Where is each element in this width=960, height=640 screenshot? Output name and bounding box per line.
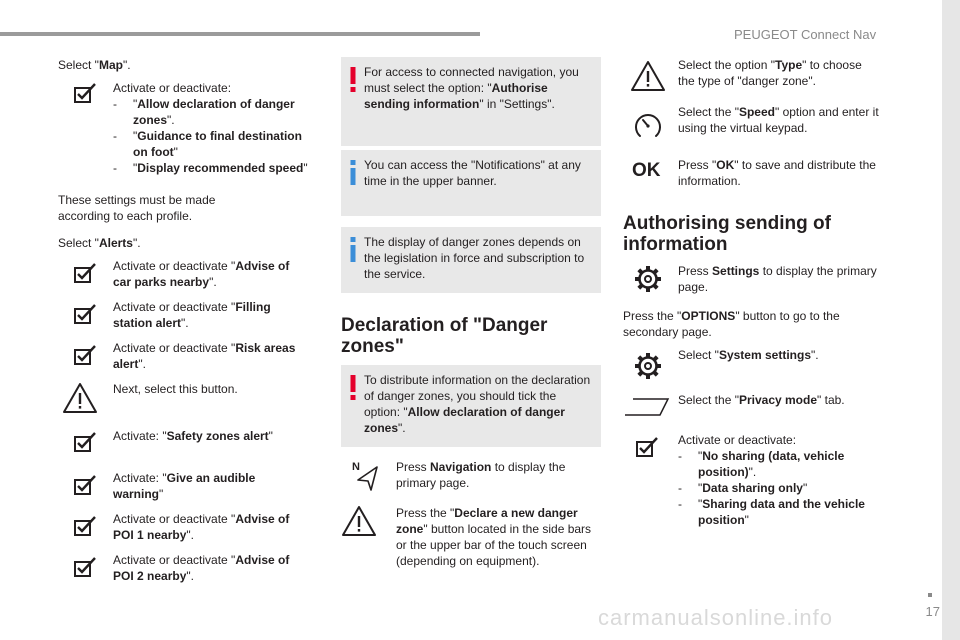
info-note-notifications: You can access the "Notifications" at any time in the upper banner. (341, 150, 601, 216)
gear-icon (634, 265, 662, 293)
caution-icon (350, 67, 356, 93)
svg-text:N: N (352, 461, 360, 473)
warning-icon (62, 382, 98, 414)
page-header-title: PEUGEOT Connect Nav (734, 27, 877, 42)
watermark: carmanualsonline.info (598, 605, 834, 630)
poi-2-alert-text: Activate or deactivate "Advise of POI 2 nearby". (113, 553, 290, 583)
press-navigation-text: Press Navigation to display the primary page. (396, 460, 566, 490)
select-system-settings-text: Select "System settings". (678, 348, 819, 362)
speedometer-icon (632, 111, 664, 141)
page-side-strip (942, 0, 960, 640)
caution-icon (350, 375, 356, 401)
risk-areas-alert-text: Activate or deactivate "Risk areas alert". (113, 341, 296, 371)
checkbox-icon (73, 344, 97, 366)
map-settings-block: Activate or deactivate: - "Allow declaration of danger zones". - "Guidance to final destination on foot" - "Display recommended speed" (113, 81, 308, 175)
filling-station-alert-text: Activate or deactivate "Filling station alert". (113, 300, 271, 330)
privacy-options-block: Activate or deactivate: - "No sharing (data, vehicle position)". - "Data sharing only" - "Sharing data and the vehicle position" (678, 433, 865, 527)
checkbox-icon (73, 515, 97, 537)
declare-danger-zone-text: Press the "Declare a new danger zone" button located in the side bars or the upper bar of the touch screen (depending on equipment). (396, 506, 592, 568)
press-settings-text: Press Settings to display the primary page. (678, 264, 877, 294)
checkbox-icon (73, 303, 97, 325)
select-type-text: Select the option "Type" to choose the type of "danger zone". (678, 58, 862, 88)
press-ok-text: Press "OK" to save and distribute the information. (678, 158, 876, 188)
select-map-line: Select "Map". (58, 58, 131, 72)
checkbox-icon (635, 436, 659, 458)
header-rule (0, 32, 480, 36)
info-note-danger-zones-legislation: The display of danger zones depends on the legislation in force and subscription to the service. (341, 227, 601, 293)
options-button-text: Press the "OPTIONS" button to go to the secondary page. (623, 309, 840, 339)
caution-note-connected-navigation: For access to connected navigation, you must select the option: "Authorise sending information" in "Settings". (341, 57, 601, 146)
checkbox-icon (73, 431, 97, 453)
checkbox-icon (73, 82, 97, 104)
page-dot (928, 593, 932, 597)
info-icon (350, 237, 356, 263)
audible-warning-text: Activate: "Give an audible warning" (113, 471, 256, 501)
next-select-button-text: Next, select this button. (113, 382, 238, 396)
checkbox-icon (73, 474, 97, 496)
section-heading-authorising: Authorising sending of information (623, 213, 831, 255)
select-privacy-mode-text: Select the "Privacy mode" tab. (678, 393, 845, 407)
car-parks-alert-text: Activate or deactivate "Advise of car parks nearby". (113, 259, 290, 289)
checkbox-icon (73, 262, 97, 284)
navigation-icon (350, 459, 380, 491)
page-number: 17 (925, 604, 940, 619)
warning-icon (630, 60, 666, 92)
select-alerts-line: Select "Alerts". (58, 236, 141, 250)
select-speed-text: Select the "Speed" option and enter it using the virtual keypad. (678, 105, 879, 135)
ok-icon: OK (632, 160, 661, 181)
section-heading-danger-zones: Declaration of "Danger zones" (341, 315, 548, 357)
checkbox-icon (73, 556, 97, 578)
profile-note: These settings must be made according to each profile. (58, 193, 216, 223)
poi-1-alert-text: Activate or deactivate "Advise of POI 1 nearby". (113, 512, 290, 542)
safety-zones-alert-text: Activate: "Safety zones alert" (113, 429, 273, 443)
gear-icon (634, 352, 662, 380)
tab-icon (624, 397, 670, 417)
info-icon (350, 160, 356, 186)
warning-icon (341, 505, 377, 537)
caution-note-declaration: To distribute information on the declaration of danger zones, you should tick the option: "Allow declaration of danger zones". (341, 365, 601, 447)
